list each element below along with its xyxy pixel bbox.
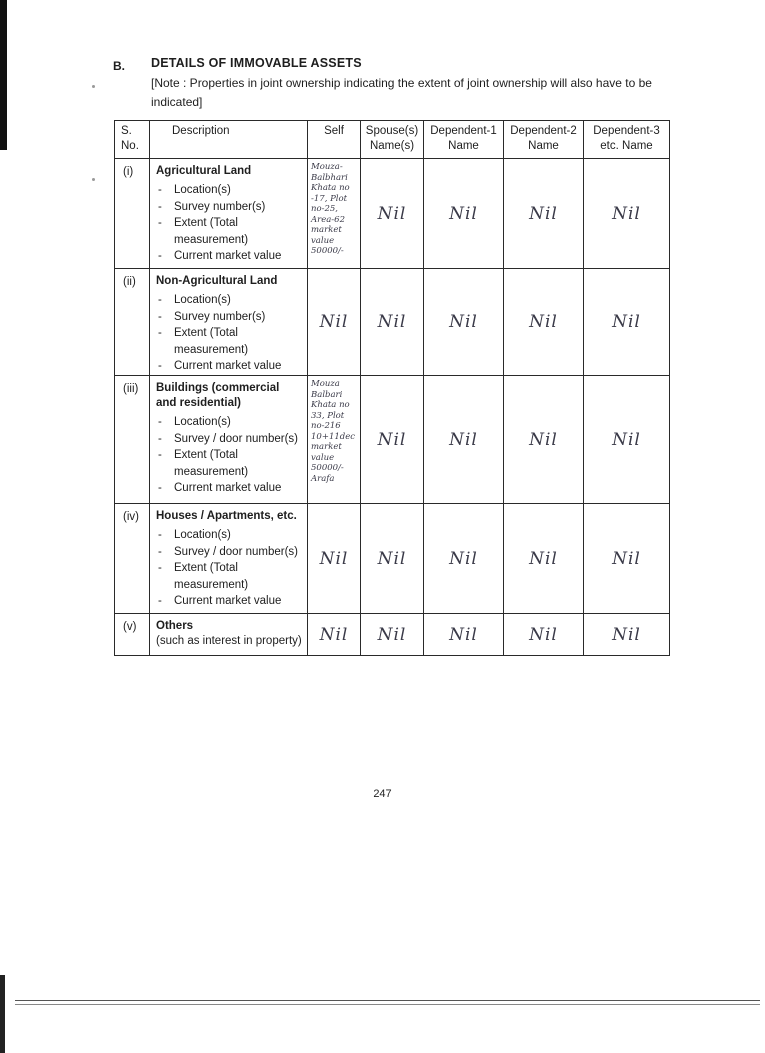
self-value-cell (308, 159, 361, 269)
dependent-3-value-cell (584, 376, 670, 504)
page-number: 247 (373, 788, 392, 800)
list-item: - Current market value (156, 480, 303, 497)
dependent-2-value-cell (504, 159, 584, 269)
handwritten-value: Nil (377, 429, 407, 450)
list-item: - Location(s) (156, 292, 303, 309)
list-item: - Extent (Total measurement) (156, 560, 303, 593)
handwritten-value: Nil (529, 624, 558, 645)
handwritten-value: Nil (529, 312, 558, 332)
list-item: - Extent (Total measurement) (156, 215, 303, 248)
handwritten-value: Nil (612, 429, 641, 450)
header-self: Self (308, 121, 361, 159)
immovable-assets-table (114, 120, 670, 656)
row-sno: (iii) (115, 376, 150, 504)
header-sno: S. No. (115, 121, 150, 159)
self-value-cell (308, 504, 361, 614)
row-sno: (v) (115, 614, 150, 656)
spouse-value-cell (361, 159, 424, 269)
table-row (115, 614, 670, 656)
handwritten-value: Nil (529, 429, 558, 450)
scan-edge (0, 0, 7, 150)
handwritten-self-value: Mouza Balbari Khata no 33, Plot no-216 10+11dec market value 50000/- Arafa (311, 379, 355, 484)
row-description (150, 504, 308, 614)
handwritten-value: Nil (377, 203, 407, 224)
handwritten-value: Nil (377, 312, 407, 332)
handwritten-value: Nil (449, 312, 478, 332)
dependent-3-value-cell (584, 269, 670, 376)
list-item: - Current market value (156, 593, 303, 610)
list-item: - Survey / door number(s) (156, 544, 303, 561)
row-category: Others (156, 620, 194, 632)
section-title: DETAILS OF IMMOVABLE ASSETS (151, 56, 362, 70)
dependent-3-value-cell (584, 159, 670, 269)
list-item: - Location(s) (156, 527, 303, 544)
dependent-2-value-cell (504, 614, 584, 656)
handwritten-value: Nil (612, 624, 641, 645)
handwritten-value: Nil (319, 624, 349, 645)
handwritten-value: Nil (449, 624, 478, 645)
header-dependent-1: Dependent-1 Name (424, 121, 504, 159)
row-description (150, 159, 308, 269)
list-item: - Survey number(s) (156, 309, 303, 326)
handwritten-value: Nil (377, 548, 407, 569)
dependent-3-value-cell (584, 614, 670, 656)
dependent-1-value-cell (424, 504, 504, 614)
table-row (115, 269, 670, 376)
table-row (115, 159, 670, 269)
self-value-cell (308, 376, 361, 504)
handwritten-value: Nil (319, 548, 349, 569)
handwritten-value: Nil (529, 203, 558, 224)
row-sno: (iv) (115, 504, 150, 614)
row-description (150, 376, 308, 504)
handwritten-self-value: Mouza-Balbhari Khata no -17, Plot no-25, Area-62 market value 50000/- (311, 162, 350, 256)
spouse-value-cell (361, 269, 424, 376)
row-item-list (156, 527, 303, 610)
handwritten-value: Nil (449, 548, 478, 569)
self-value-cell (308, 614, 361, 656)
dependent-1-value-cell (424, 376, 504, 504)
row-category: Houses / Apartments, etc. (156, 510, 297, 522)
row-category: Non-Agricultural Land (156, 275, 278, 287)
header-description: Description (150, 121, 308, 159)
spouse-value-cell (361, 504, 424, 614)
scan-speck (92, 85, 95, 88)
dependent-3-value-cell (584, 504, 670, 614)
scan-rule-line (15, 1000, 760, 1001)
handwritten-value: Nil (612, 203, 641, 224)
row-category-continued: and residential) (156, 397, 241, 409)
handwritten-value: Nil (377, 624, 407, 645)
table-row (115, 504, 670, 614)
row-category-continued: (such as interest in property) (156, 635, 302, 647)
section-letter: B. (113, 59, 125, 73)
row-item-list (156, 182, 303, 265)
row-category: Buildings (commercial (156, 382, 280, 394)
header-dependent-2: Dependent-2 Name (504, 121, 584, 159)
row-description (150, 269, 308, 376)
dependent-2-value-cell (504, 269, 584, 376)
spouse-value-cell (361, 614, 424, 656)
handwritten-value: Nil (612, 312, 641, 332)
table-header-row (115, 121, 670, 159)
row-item-list (156, 414, 303, 497)
handwritten-value: Nil (529, 548, 558, 569)
row-sno: (i) (115, 159, 150, 269)
row-description (150, 614, 308, 656)
header-dependent-3: Dependent-3 etc. Name (584, 121, 670, 159)
scan-rule-line (15, 1004, 760, 1005)
row-item-list (156, 292, 303, 375)
list-item: - Extent (Total measurement) (156, 447, 303, 480)
dependent-1-value-cell (424, 269, 504, 376)
self-value-cell (308, 269, 361, 376)
spouse-value-cell (361, 376, 424, 504)
handwritten-value: Nil (449, 203, 478, 224)
handwritten-value: Nil (319, 312, 349, 332)
list-item: - Extent (Total measurement) (156, 325, 303, 358)
section-note: [Note : Properties in joint ownership indicating the extent of joint ownership will also have to be indicated] (151, 76, 652, 109)
list-item: - Location(s) (156, 182, 303, 199)
header-spouse: Spouse(s) Name(s) (361, 121, 424, 159)
scan-edge (0, 975, 5, 1053)
scan-speck (92, 178, 95, 181)
table-row (115, 376, 670, 504)
handwritten-value: Nil (612, 548, 641, 569)
list-item: - Current market value (156, 248, 303, 265)
list-item: - Survey / door number(s) (156, 431, 303, 448)
row-sno: (ii) (115, 269, 150, 376)
dependent-2-value-cell (504, 376, 584, 504)
dependent-1-value-cell (424, 159, 504, 269)
list-item: - Survey number(s) (156, 199, 303, 216)
dependent-1-value-cell (424, 614, 504, 656)
dependent-2-value-cell (504, 504, 584, 614)
row-category: Agricultural Land (156, 165, 252, 177)
handwritten-value: Nil (449, 429, 478, 450)
list-item: - Current market value (156, 358, 303, 375)
list-item: - Location(s) (156, 414, 303, 431)
